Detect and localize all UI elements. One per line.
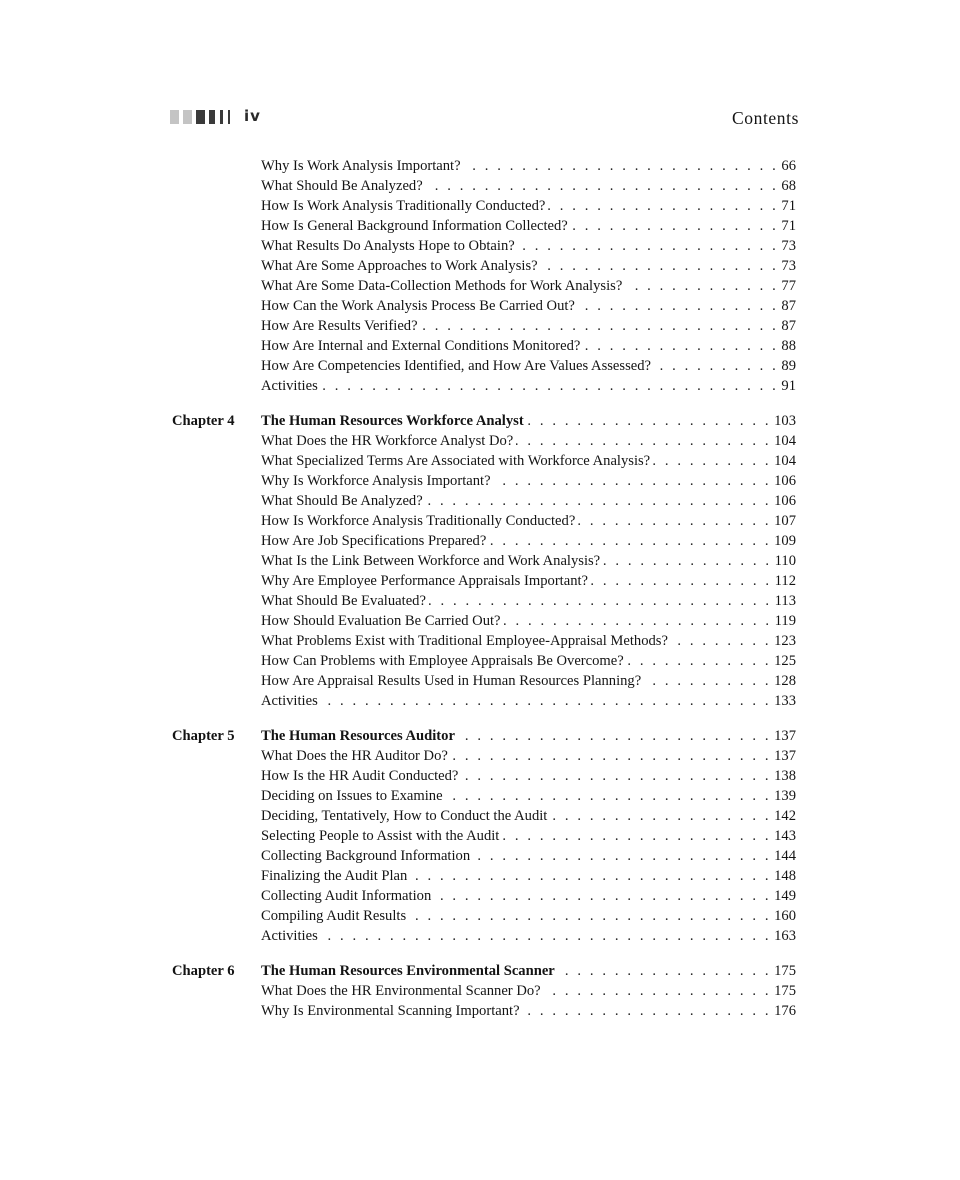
dot-leader: [421, 318, 779, 335]
toc-entry[interactable]: [261, 613, 796, 630]
page-number: 163: [774, 928, 796, 944]
entry-title: What Does the HR Auditor Do?: [261, 748, 448, 764]
toc-row: [172, 198, 796, 218]
page-number: 91: [781, 378, 796, 394]
dot-leader: [548, 198, 778, 215]
toc-entry[interactable]: [261, 768, 796, 785]
page-number: 143: [774, 828, 796, 844]
toc-entry[interactable]: [261, 178, 796, 195]
toc-row: [172, 868, 796, 888]
chapter-group: [172, 728, 796, 948]
toc-row: [172, 298, 796, 318]
entry-title: How Are Job Specifications Prepared?: [261, 533, 487, 549]
page-number: 138: [774, 768, 796, 784]
chapter-label: Chapter 5: [172, 728, 235, 744]
page-number: 113: [774, 593, 796, 609]
toc-row: [172, 963, 796, 983]
toc-row: [172, 768, 796, 788]
dot-leader: [464, 158, 779, 175]
page-number: 106: [774, 473, 796, 489]
entry-title: How Are Results Verified?: [261, 318, 418, 334]
page-number: 77: [781, 278, 796, 294]
toc-entry[interactable]: [261, 493, 796, 510]
page-number: 139: [774, 788, 796, 804]
page-number: 71: [781, 218, 796, 234]
toc-entry[interactable]: [261, 928, 796, 945]
dot-leader: [625, 278, 778, 295]
dot-leader: [544, 983, 771, 1000]
entry-title: How Are Appraisal Results Used in Human Resources Planning?: [261, 673, 642, 689]
toc-row: [172, 453, 796, 473]
entry-title: How Is Workforce Analysis Traditionally Conducted?: [261, 513, 576, 529]
entry-title: Activities: [261, 378, 318, 394]
dot-leader: [504, 613, 772, 630]
dot-leader: [321, 378, 779, 395]
page-number: 149: [774, 888, 796, 904]
toc-row: [172, 513, 796, 533]
toc-entry[interactable]: [261, 573, 796, 590]
entry-title: Compiling Audit Results: [261, 908, 407, 924]
entry-title: How Is Work Analysis Traditionally Conducted?: [261, 198, 546, 214]
page-number: 128: [774, 673, 796, 689]
toc-row: [172, 433, 796, 453]
page-number: 175: [774, 963, 796, 979]
dot-leader: [446, 788, 772, 805]
chapter-title-entry[interactable]: [261, 728, 796, 745]
toc-row: [172, 653, 796, 673]
entry-title: Collecting Background Information: [261, 848, 471, 864]
toc-entry[interactable]: [261, 198, 796, 215]
toc-entry[interactable]: [261, 158, 796, 175]
toc-row: [172, 493, 796, 513]
dot-leader: [671, 633, 771, 650]
toc-row: [172, 158, 796, 178]
dot-leader: [644, 673, 771, 690]
entry-title: The Human Resources Auditor: [261, 728, 455, 744]
toc-row: [172, 553, 796, 573]
toc-entry[interactable]: [261, 218, 796, 235]
toc-entry[interactable]: [261, 433, 796, 450]
dot-leader: [654, 358, 778, 375]
toc-row: [172, 693, 796, 713]
dot-leader: [321, 693, 771, 710]
toc-row: [172, 178, 796, 198]
toc-row: [172, 928, 796, 948]
page-number: 87: [781, 298, 796, 314]
entry-title: What Are Some Data-Collection Methods for Work Analysis?: [261, 278, 623, 294]
toc-entry[interactable]: [261, 258, 796, 275]
toc-entry[interactable]: [261, 693, 796, 710]
dot-leader: [523, 1003, 772, 1020]
toc-entry[interactable]: [261, 848, 796, 865]
toc-entry[interactable]: [261, 673, 796, 690]
entry-title: How Is General Background Information Collected?: [261, 218, 568, 234]
page-number: 87: [781, 318, 796, 334]
dot-leader: [516, 433, 771, 450]
dot-leader: [461, 768, 771, 785]
toc-entry[interactable]: [261, 593, 796, 610]
toc-entry[interactable]: [261, 533, 796, 550]
toc-entry[interactable]: [261, 748, 796, 765]
toc-entry[interactable]: [261, 868, 796, 885]
dot-leader: [494, 473, 772, 490]
dot-leader: [583, 338, 778, 355]
page-number: 160: [774, 908, 796, 924]
entry-title: How Can Problems with Employee Appraisals Be Overcome?: [261, 653, 624, 669]
running-header: [170, 108, 799, 130]
toc-row: [172, 473, 796, 493]
chapter-title-entry[interactable]: [261, 963, 796, 980]
dot-leader: [550, 808, 771, 825]
dot-leader: [541, 258, 779, 275]
dot-leader: [502, 828, 771, 845]
toc-entry[interactable]: [261, 513, 796, 530]
toc-entry[interactable]: [261, 278, 796, 295]
page-number: 73: [781, 258, 796, 274]
entry-title: How Should Evaluation Be Carried Out?: [261, 613, 501, 629]
entry-title: The Human Resources Workforce Analyst: [261, 413, 524, 429]
dot-leader: [558, 963, 771, 980]
entry-title: Selecting People to Assist with the Audit: [261, 828, 500, 844]
page-number: 89: [781, 358, 796, 374]
page-number: 125: [774, 653, 796, 669]
toc-row: [172, 358, 796, 378]
page-number: 104: [774, 453, 796, 469]
dot-leader: [429, 593, 772, 610]
entry-title: What Does the HR Environmental Scanner Do?: [261, 983, 541, 999]
entry-title: What Results Do Analysts Hope to Obtain?: [261, 238, 515, 254]
page-folio: iv: [244, 107, 261, 125]
toc-entry[interactable]: [261, 378, 796, 395]
toc-entry[interactable]: [261, 633, 796, 650]
dot-leader: [473, 848, 771, 865]
toc-row: [172, 218, 796, 238]
dot-leader: [458, 728, 771, 745]
entry-title: Finalizing the Audit Plan: [261, 868, 408, 884]
toc-row: [172, 338, 796, 358]
toc-entry[interactable]: [261, 888, 796, 905]
toc-entry[interactable]: [261, 298, 796, 315]
dot-leader: [434, 888, 771, 905]
page-number: 103: [774, 413, 796, 429]
dot-leader: [653, 453, 771, 470]
dot-leader: [578, 298, 779, 315]
toc-entry[interactable]: [261, 238, 796, 255]
toc-entry[interactable]: [261, 1003, 796, 1020]
toc-row: [172, 378, 796, 398]
page-number: 110: [774, 553, 796, 569]
entry-title: What Are Some Approaches to Work Analysis?: [261, 258, 538, 274]
page-number: 175: [774, 983, 796, 999]
entry-title: The Human Resources Environmental Scanner: [261, 963, 555, 979]
toc-row: [172, 848, 796, 868]
page-number: 112: [774, 573, 796, 589]
entry-title: Why Is Work Analysis Important?: [261, 158, 461, 174]
entry-title: How Are Competencies Identified, and How Are Values Assessed?: [261, 358, 652, 374]
dot-leader: [426, 178, 779, 195]
entry-title: Why Are Employee Performance Appraisals Important?: [261, 573, 589, 589]
toc-entry[interactable]: [261, 828, 796, 845]
entry-title: What Does the HR Workforce Analyst Do?: [261, 433, 514, 449]
page-number: 123: [774, 633, 796, 649]
dot-leader: [527, 413, 771, 430]
toc-row: [172, 808, 796, 828]
toc-row: [172, 318, 796, 338]
toc-entry[interactable]: [261, 653, 796, 670]
toc-row: [172, 238, 796, 258]
entry-title: Why Is Environmental Scanning Important?: [261, 1003, 520, 1019]
dot-leader: [627, 653, 771, 670]
entry-title: What Should Be Analyzed?: [261, 178, 423, 194]
toc-row: [172, 673, 796, 693]
toc-row: [172, 593, 796, 613]
toc-row: [172, 983, 796, 1003]
chapter-label: Chapter 4: [172, 413, 235, 429]
page-number: 137: [774, 728, 796, 744]
entry-title: Deciding on Issues to Examine: [261, 788, 443, 804]
table-of-contents: [172, 158, 796, 1038]
page-number: 107: [774, 513, 796, 529]
entry-title: What Should Be Analyzed?: [261, 493, 423, 509]
toc-entry[interactable]: [261, 318, 796, 335]
dot-leader: [578, 513, 771, 530]
page-number: 119: [774, 613, 796, 629]
toc-row: [172, 748, 796, 768]
entry-title: Activities: [261, 693, 318, 709]
toc-entry[interactable]: [261, 983, 796, 1000]
section-title: Contents: [731, 108, 799, 128]
page-number: 109: [774, 533, 796, 549]
dot-leader: [603, 553, 771, 570]
page-number: 176: [774, 1003, 796, 1019]
toc-row: [172, 908, 796, 928]
dot-leader: [489, 533, 771, 550]
page-number: 106: [774, 493, 796, 509]
toc-row: [172, 788, 796, 808]
toc-entry[interactable]: [261, 788, 796, 805]
page-number: 148: [774, 868, 796, 884]
toc-row: [172, 613, 796, 633]
dot-leader: [410, 868, 771, 885]
page-number: 66: [781, 158, 796, 174]
dot-leader: [426, 493, 771, 510]
page-number: 142: [774, 808, 796, 824]
chapter-group: [172, 413, 796, 713]
toc-row: [172, 533, 796, 553]
toc-entry[interactable]: [261, 808, 796, 825]
toc-row: [172, 258, 796, 278]
dot-leader: [409, 908, 771, 925]
dot-leader: [321, 928, 771, 945]
continued-entries-group: [172, 158, 796, 398]
toc-row: [172, 413, 796, 433]
chapter-title-entry[interactable]: [261, 413, 796, 430]
entry-title: What Problems Exist with Traditional Employee-Appraisal Methods?: [261, 633, 668, 649]
toc-entry[interactable]: [261, 553, 796, 570]
entry-title: What Specialized Terms Are Associated with Workforce Analysis?: [261, 453, 651, 469]
toc-row: [172, 728, 796, 748]
entry-title: Activities: [261, 928, 318, 944]
page-number: 68: [781, 178, 796, 194]
toc-entry[interactable]: [261, 453, 796, 470]
toc-row: [172, 888, 796, 908]
entry-title: How Are Internal and External Conditions Monitored?: [261, 338, 581, 354]
toc-entry[interactable]: [261, 473, 796, 490]
toc-row: [172, 278, 796, 298]
page-number: 71: [781, 198, 796, 214]
dot-leader: [451, 748, 771, 765]
page-number: 144: [774, 848, 796, 864]
chapter-label: Chapter 6: [172, 963, 235, 979]
toc-row: [172, 573, 796, 593]
page-number: 137: [774, 748, 796, 764]
dot-leader: [591, 573, 772, 590]
toc-entry[interactable]: [261, 358, 796, 375]
entry-title: Why Is Workforce Analysis Important?: [261, 473, 491, 489]
page-number: 104: [774, 433, 796, 449]
toc-row: [172, 1003, 796, 1023]
toc-row: [172, 828, 796, 848]
entry-title: What Is the Link Between Workforce and Work Analysis?: [261, 553, 601, 569]
toc-entry[interactable]: [261, 908, 796, 925]
entry-title: Deciding, Tentatively, How to Conduct the Audit: [261, 808, 548, 824]
entry-title: How Is the HR Audit Conducted?: [261, 768, 459, 784]
toc-row: [172, 633, 796, 653]
chapter-group: [172, 963, 796, 1023]
toc-entry[interactable]: [261, 338, 796, 355]
entry-title: Collecting Audit Information: [261, 888, 432, 904]
dot-leader: [518, 238, 779, 255]
page-number: 133: [774, 693, 796, 709]
page-number: 73: [781, 238, 796, 254]
entry-title: How Can the Work Analysis Process Be Carried Out?: [261, 298, 575, 314]
page-number: 88: [781, 338, 796, 354]
entry-title: What Should Be Evaluated?: [261, 593, 426, 609]
dot-leader: [571, 218, 779, 235]
